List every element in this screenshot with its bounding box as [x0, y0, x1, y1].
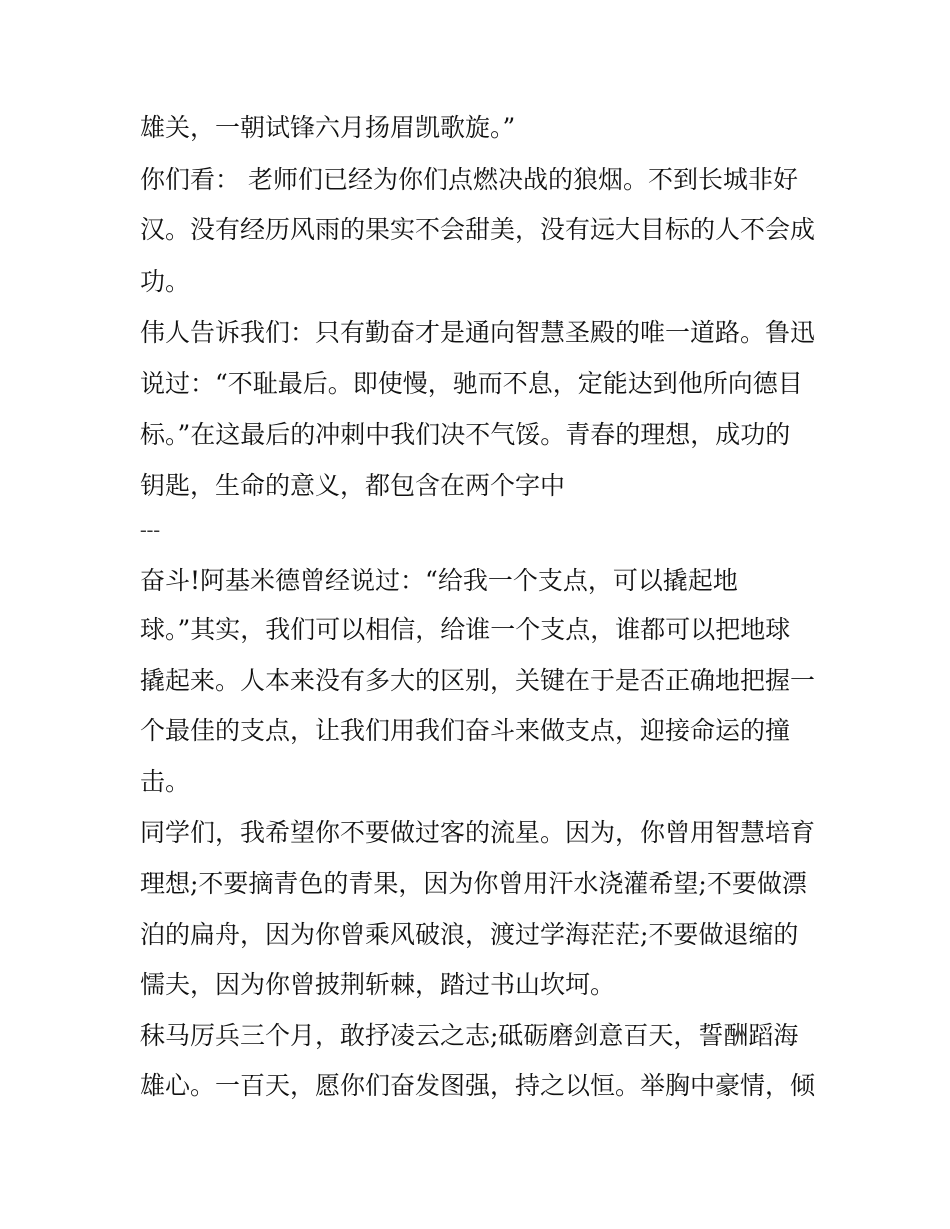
text-line: 标。”在这最后的冲刺中我们决不气馁。青春的理想，成功的: [140, 420, 791, 449]
section-separator: ---: [140, 519, 160, 541]
text-line: 个最佳的支点，让我们用我们奋斗来做支点，迎接命运的撞: [140, 716, 791, 745]
text-line: 雄关，一朝试锋六月扬眉凯歌旋。”: [140, 113, 516, 142]
text-line: 钥匙，生命的意义，都包含在两个字中: [140, 471, 566, 500]
text-line: 伟人告诉我们：只有勤奋才是通向智慧圣殿的唯一道路。鲁迅: [140, 318, 816, 347]
text-line: 撬起来。人本来没有多大的区别，关键在于是否正确地把握一: [140, 666, 816, 695]
text-line: 你们看： 老师们已经为你们点燃决战的狼烟。不到长城非好: [140, 165, 798, 194]
text-line: 秣马厉兵三个月，敢抒凌云之志;砥砺磨剑意百天，誓酬蹈海: [140, 1021, 799, 1050]
text-line: 同学们，我希望你不要做过客的流星。因为，你曾用智慧培育: [140, 818, 816, 847]
text-line: 说过：“不耻最后。即使慢，驰而不息，定能达到他所向德目: [140, 369, 803, 398]
text-line: 雄心。一百天，愿你们奋发图强，持之以恒。举胸中豪情，倾: [140, 1071, 816, 1100]
text-line: 汉。没有经历风雨的果实不会甜美，没有远大目标的人不会成: [140, 215, 816, 244]
text-line: 泊的扁舟，因为你曾乘风破浪，渡过学海茫茫;不要做退缩的: [140, 920, 799, 949]
text-line: 奋斗!阿基米德曾经说过：“给我一个支点，可以撬起地: [140, 566, 738, 595]
text-line: 功。: [140, 267, 191, 296]
text-line: 击。: [140, 767, 191, 796]
text-line: 理想;不要摘青色的青果，因为你曾用汗水浇灌希望;不要做漂: [140, 869, 807, 898]
text-line: 球。”其实，我们可以相信，给谁一个支点，谁都可以把地球: [140, 615, 791, 644]
text-line: 懦夫，因为你曾披荆斩棘，踏过书山坎坷。: [140, 970, 616, 999]
